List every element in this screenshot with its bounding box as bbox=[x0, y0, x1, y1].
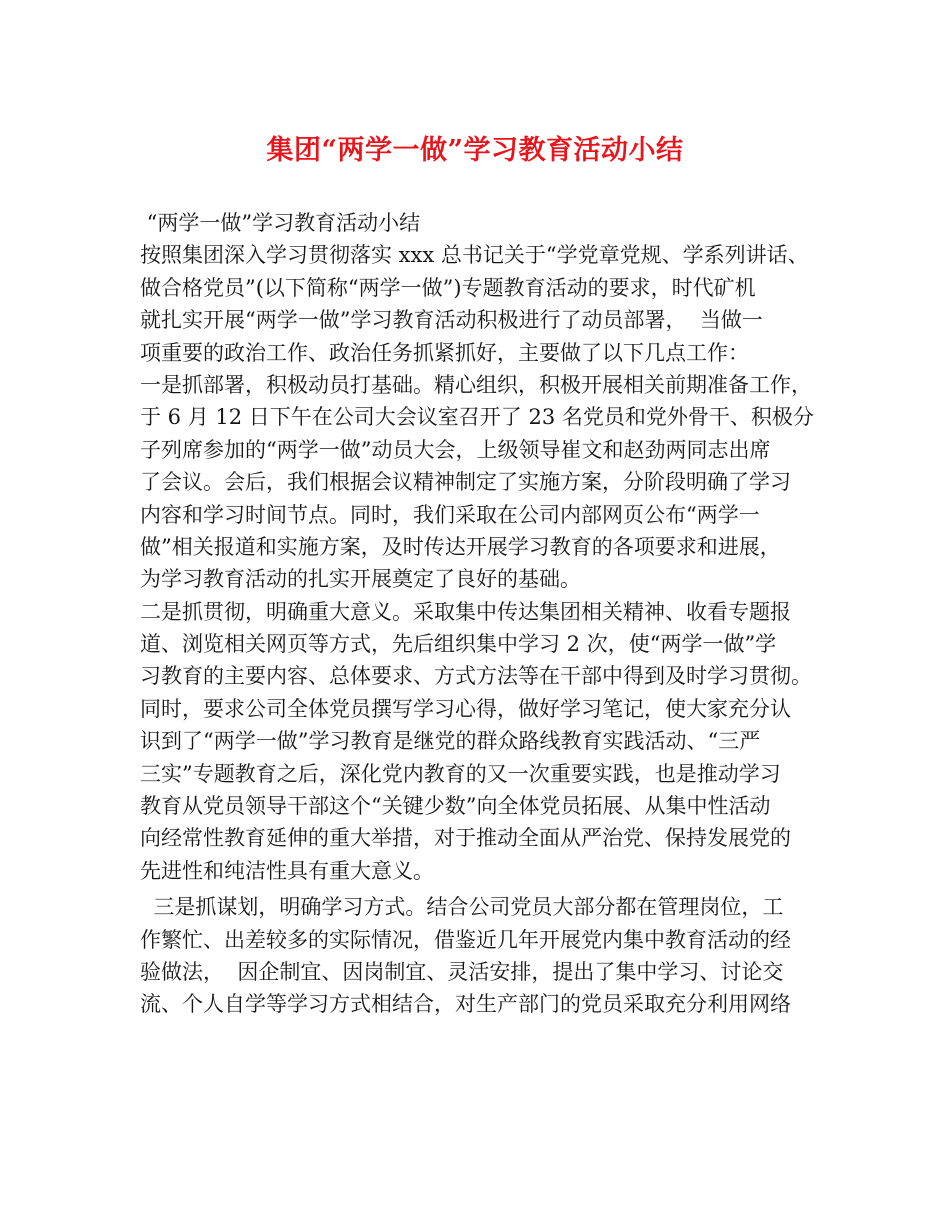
body-line: 道、浏览相关网页等方式，先后组织集中学习 2 次，使“两学一做”学 bbox=[140, 632, 777, 657]
body-line: 做合格党员”(以下简称“两学一做”)专题教育活动的要求，时代矿机 bbox=[140, 275, 756, 300]
body-line: 一是抓部署，积极动员打基础。精心组织，积极开展相关前期准备工作， bbox=[140, 372, 812, 397]
body-line: 识到了“两学一做”学习教育是继党的群众路线教育实践活动、“三严 bbox=[140, 729, 761, 754]
document-title: 集团“两学一做”学习教育活动小结 bbox=[266, 135, 684, 166]
body-line: 项重要的政治工作、政治任务抓紧抓好，主要做了以下几点工作： bbox=[140, 340, 749, 365]
body-line: 做”相关报道和实施方案，及时传达开展学习教育的各项要求和进展， bbox=[140, 534, 781, 559]
body-line: 作繁忙、出差较多的实际情况，借鉴近几年开展党内集中教育活动的经 bbox=[140, 927, 791, 952]
document-body bbox=[140, 207, 840, 1021]
body-line: 就扎实开展“两学一做”学习教育活动积极进行了动员部署， 当做一 bbox=[140, 308, 763, 333]
body-line: 了会议。会后，我们根据会议精神制定了实施方案，分阶段明确了学习 bbox=[140, 470, 791, 495]
body-line: 习教育的主要内容、总体要求、方式方法等在干部中得到及时学习贯彻。 bbox=[140, 664, 812, 689]
body-line: 同时，要求公司全体党员撰写学习心得，做好学习笔记，使大家充分认 bbox=[140, 696, 791, 721]
body-line: 先进性和纯洁性具有重大意义。 bbox=[140, 858, 434, 883]
body-line: 为学习教育活动的扎实开展奠定了良好的基础。 bbox=[140, 567, 581, 592]
body-line: 教育从党员领导干部这个“关键少数”向全体党员拓展、从集中性活动 bbox=[140, 794, 771, 819]
body-line: “两学一做”学习教育活动小结 bbox=[140, 211, 421, 235]
body-line: 流、个人自学等学习方式相结合，对生产部门的党员采取充分利用网络 bbox=[140, 992, 791, 1017]
body-line: 于 6 月 12 日下午在公司大会议室召开了 23 名党员和党外骨干、积极分 bbox=[140, 405, 814, 430]
body-line: 验做法， 因企制宜、因岗制宜、灵活安排，提出了集中学习、讨论交 bbox=[140, 959, 784, 984]
body-line: 按照集团深入学习贯彻落实 xxx 总书记关于“学党章党规、学系列讲话、 bbox=[140, 243, 809, 268]
body-line: 向经常性教育延伸的重大举措，对于推动全面从严治党、保持发展党的 bbox=[140, 826, 791, 851]
body-line: 三实”专题教育之后，深化党内教育的又一次重要实践，也是推动学习 bbox=[140, 761, 781, 786]
body-line: 三是抓谋划，明确学习方式。结合公司党员大部分都在管理岗位，工 bbox=[140, 895, 784, 920]
body-line: 内容和学习时间节点。同时，我们采取在公司内部网页公布“两学一 bbox=[140, 502, 760, 527]
body-line: 二是抓贯彻，明确重大意义。采取集中传达集团相关精神、收看专题报 bbox=[140, 599, 791, 624]
body-line: 子列席参加的“两学一做”动员大会，上级领导崔文和赵劲两同志出席 bbox=[140, 437, 771, 462]
